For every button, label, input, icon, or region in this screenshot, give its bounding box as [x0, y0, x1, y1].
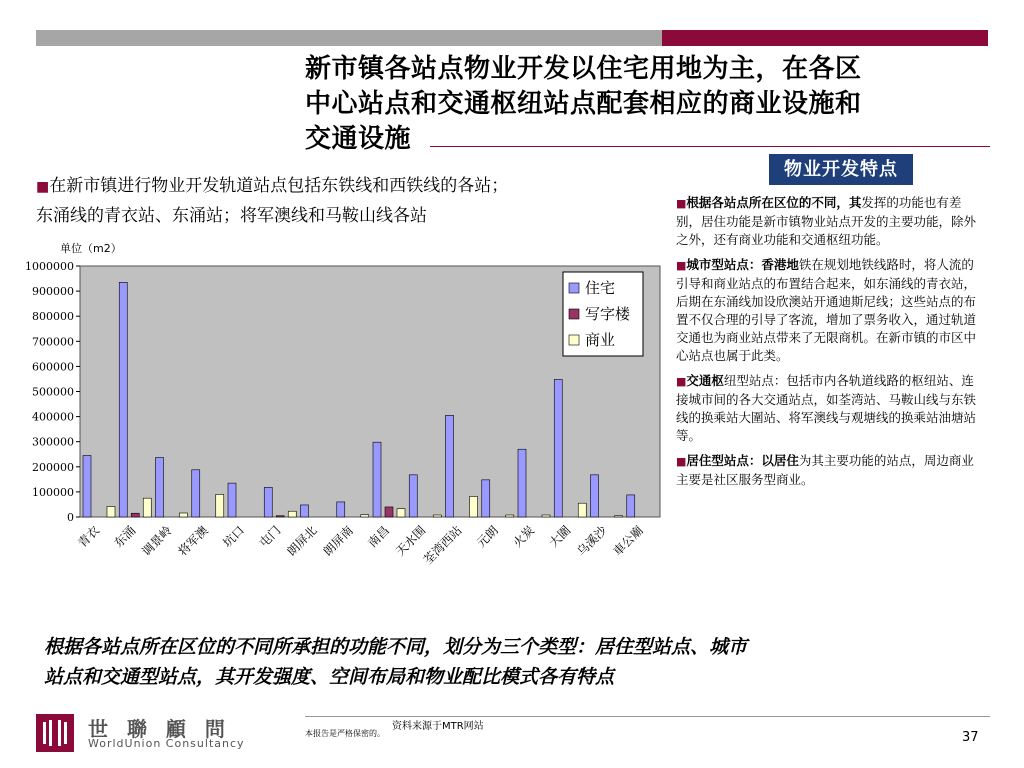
feature-bullets [676, 194, 986, 496]
bar-住宅 [409, 475, 417, 517]
section-badge: 物业开发特点 [769, 154, 913, 185]
bar-chart [25, 238, 670, 628]
bar-住宅 [192, 470, 200, 517]
bullet-square-icon: ■ [676, 455, 687, 468]
bar-商业 [143, 498, 151, 517]
page-number: 37 [962, 730, 979, 745]
legend-label: 住宅 [585, 279, 616, 297]
bullet-item [676, 256, 986, 365]
y-tick-label: 1000000 [25, 260, 74, 273]
y-tick-label: 0 [67, 511, 74, 524]
confidential-note: 本报告是严格保密的。 [305, 729, 385, 738]
bar-住宅 [446, 415, 454, 517]
x-category-label: 車公廟 [610, 523, 646, 559]
title-line-1: 新市镇各站点物业开发以住宅用地为主，在各区 [305, 54, 862, 84]
title-underline [430, 146, 990, 147]
x-category-label: 将军澳 [175, 523, 211, 559]
y-tick-label: 600000 [32, 360, 74, 374]
title-line-3: 交通设施 [305, 124, 412, 154]
bullet-lead: 居住型站点：以居住 [686, 453, 799, 468]
top-gray-bar [36, 30, 662, 46]
source-note: 资料来源于MTR网站 [392, 721, 484, 732]
bullet-square-icon: ■ [676, 197, 687, 210]
bar-商业 [361, 515, 369, 517]
legend-label: 写字楼 [585, 305, 631, 323]
bullet-lead: 根据各站点所在区位的不同，其 [686, 195, 862, 210]
bullet-lead: 交通枢 [686, 373, 724, 388]
bullet-square-icon: ■ [676, 375, 687, 388]
bar-住宅 [554, 379, 562, 517]
bar-住宅 [627, 495, 635, 517]
bar-商业 [542, 515, 550, 517]
legend-swatch [569, 283, 579, 293]
conclusion-line-2: 站点和交通型站点，其开发强度、空间布局和物业配比模式各有特点 [44, 666, 615, 688]
bullet-item [676, 452, 986, 489]
x-category-label: 火炭 [510, 523, 538, 551]
bar-商业 [216, 494, 224, 517]
bar-写字楼 [131, 513, 139, 517]
bar-商业 [578, 503, 586, 517]
bar-住宅 [301, 505, 309, 517]
legend-swatch [569, 335, 579, 345]
bar-商业 [433, 515, 441, 517]
y-tick-label: 400000 [32, 410, 74, 424]
bar-商业 [288, 511, 296, 517]
bar-住宅 [119, 282, 127, 517]
company-name-cn: 世 聯 顧 問 [88, 717, 231, 741]
top-accent-bar [662, 30, 988, 46]
x-category-label: 乌溪沙 [574, 523, 610, 559]
bar-住宅 [228, 483, 236, 517]
bar-住宅 [482, 480, 490, 517]
y-tick-label: 500000 [32, 385, 74, 399]
intro-line-2: 东涌线的青衣站、东涌站；将军澳线和马鞍山线各站 [36, 206, 427, 226]
bar-住宅 [83, 456, 91, 517]
y-tick-label: 200000 [32, 460, 74, 474]
x-category-label: 青衣 [75, 523, 103, 551]
bullet-text: 发挥的功能也有差别，居住功能是新市镇物业站点开发的主要功能，除外之外，还有商业功能和交通枢纽功能。 [676, 195, 977, 247]
bar-商业 [107, 506, 115, 517]
bullet-square-icon: ■ [36, 179, 50, 195]
y-tick-label: 900000 [32, 285, 74, 299]
bar-商业 [506, 515, 514, 517]
bar-住宅 [337, 502, 345, 517]
intro-line-1: 在新市镇进行物业开发轨道站点包括东铁线和西铁线的各站； [49, 176, 509, 196]
x-category-label: 朗屏北 [284, 523, 320, 559]
x-category-label: 大圍 [546, 523, 574, 551]
x-category-label: 屯门 [256, 523, 284, 551]
bar-住宅 [518, 449, 526, 517]
bar-住宅 [591, 475, 599, 517]
y-tick-label: 800000 [32, 310, 74, 324]
x-category-label: 朗屏南 [320, 523, 356, 559]
x-category-label: 坑口 [220, 523, 248, 551]
bullet-text: 纽型站点：包括市内各轨道线路的枢纽站、连接城市间的各大交通站点，如荃湾站、马鞍山线与东铁线的换乘站大圍站、将军澳线与观塘线的换乘站油塘站等。 [676, 373, 977, 443]
bar-住宅 [373, 442, 381, 517]
conclusion-line-1: 根据各站点所在区位的不同所承担的功能不同，划分为三个类型：居住型站点、城市 [44, 636, 748, 658]
x-category-label: 东涌 [111, 523, 139, 551]
bar-写字楼 [276, 516, 284, 517]
y-tick-label: 700000 [32, 335, 74, 349]
y-tick-label: 300000 [32, 435, 74, 449]
title-line-2: 中心站点和交通枢纽站点配套相应的商业设施和 [305, 89, 862, 119]
bar-商业 [470, 496, 478, 517]
bullet-text: 为其主要功能的站点，周边商业主要是社区服务型商业。 [676, 453, 974, 487]
y-tick-label: 100000 [32, 485, 74, 499]
intro-text [36, 172, 676, 231]
bar-住宅 [156, 458, 164, 517]
company-logo-icon [36, 714, 74, 752]
bullet-square-icon: ■ [676, 259, 687, 272]
bar-商业 [180, 513, 188, 517]
x-category-label: 元朗 [473, 523, 501, 551]
bar-商业 [615, 516, 623, 517]
x-category-label: 天水围 [392, 523, 429, 559]
bar-商业 [397, 509, 405, 517]
bullet-item [676, 194, 986, 249]
conclusion-text [44, 632, 1004, 692]
unit-label: 单位（m2） [60, 242, 122, 255]
bullet-item [676, 372, 986, 445]
bullet-lead: 城市型站点：香港地 [686, 257, 799, 272]
x-category-label: 调景岭 [139, 523, 175, 559]
bar-住宅 [264, 487, 272, 517]
x-category-label: 南昌 [365, 523, 393, 551]
bullet-text: 铁在规划地铁线路时，将人流的引导和商业站点的布置结合起来，如东涌线的青衣站，后期在东涌线加设欣澳站开通迪斯尼线；这些站点的布置不仅合理的引导了客流，增加了票务收入，通过轨道交通也为商业站点带来了无限商机。在新市镇的市区中心站点也属于此类。 [676, 257, 977, 363]
company-name-en: WorldUnion Consultancy [88, 737, 245, 750]
x-category-label: 荃湾西站 [420, 523, 465, 568]
legend-label: 商业 [585, 331, 616, 349]
slide-title [305, 52, 985, 157]
bar-写字楼 [385, 507, 393, 517]
legend-swatch [569, 309, 579, 319]
